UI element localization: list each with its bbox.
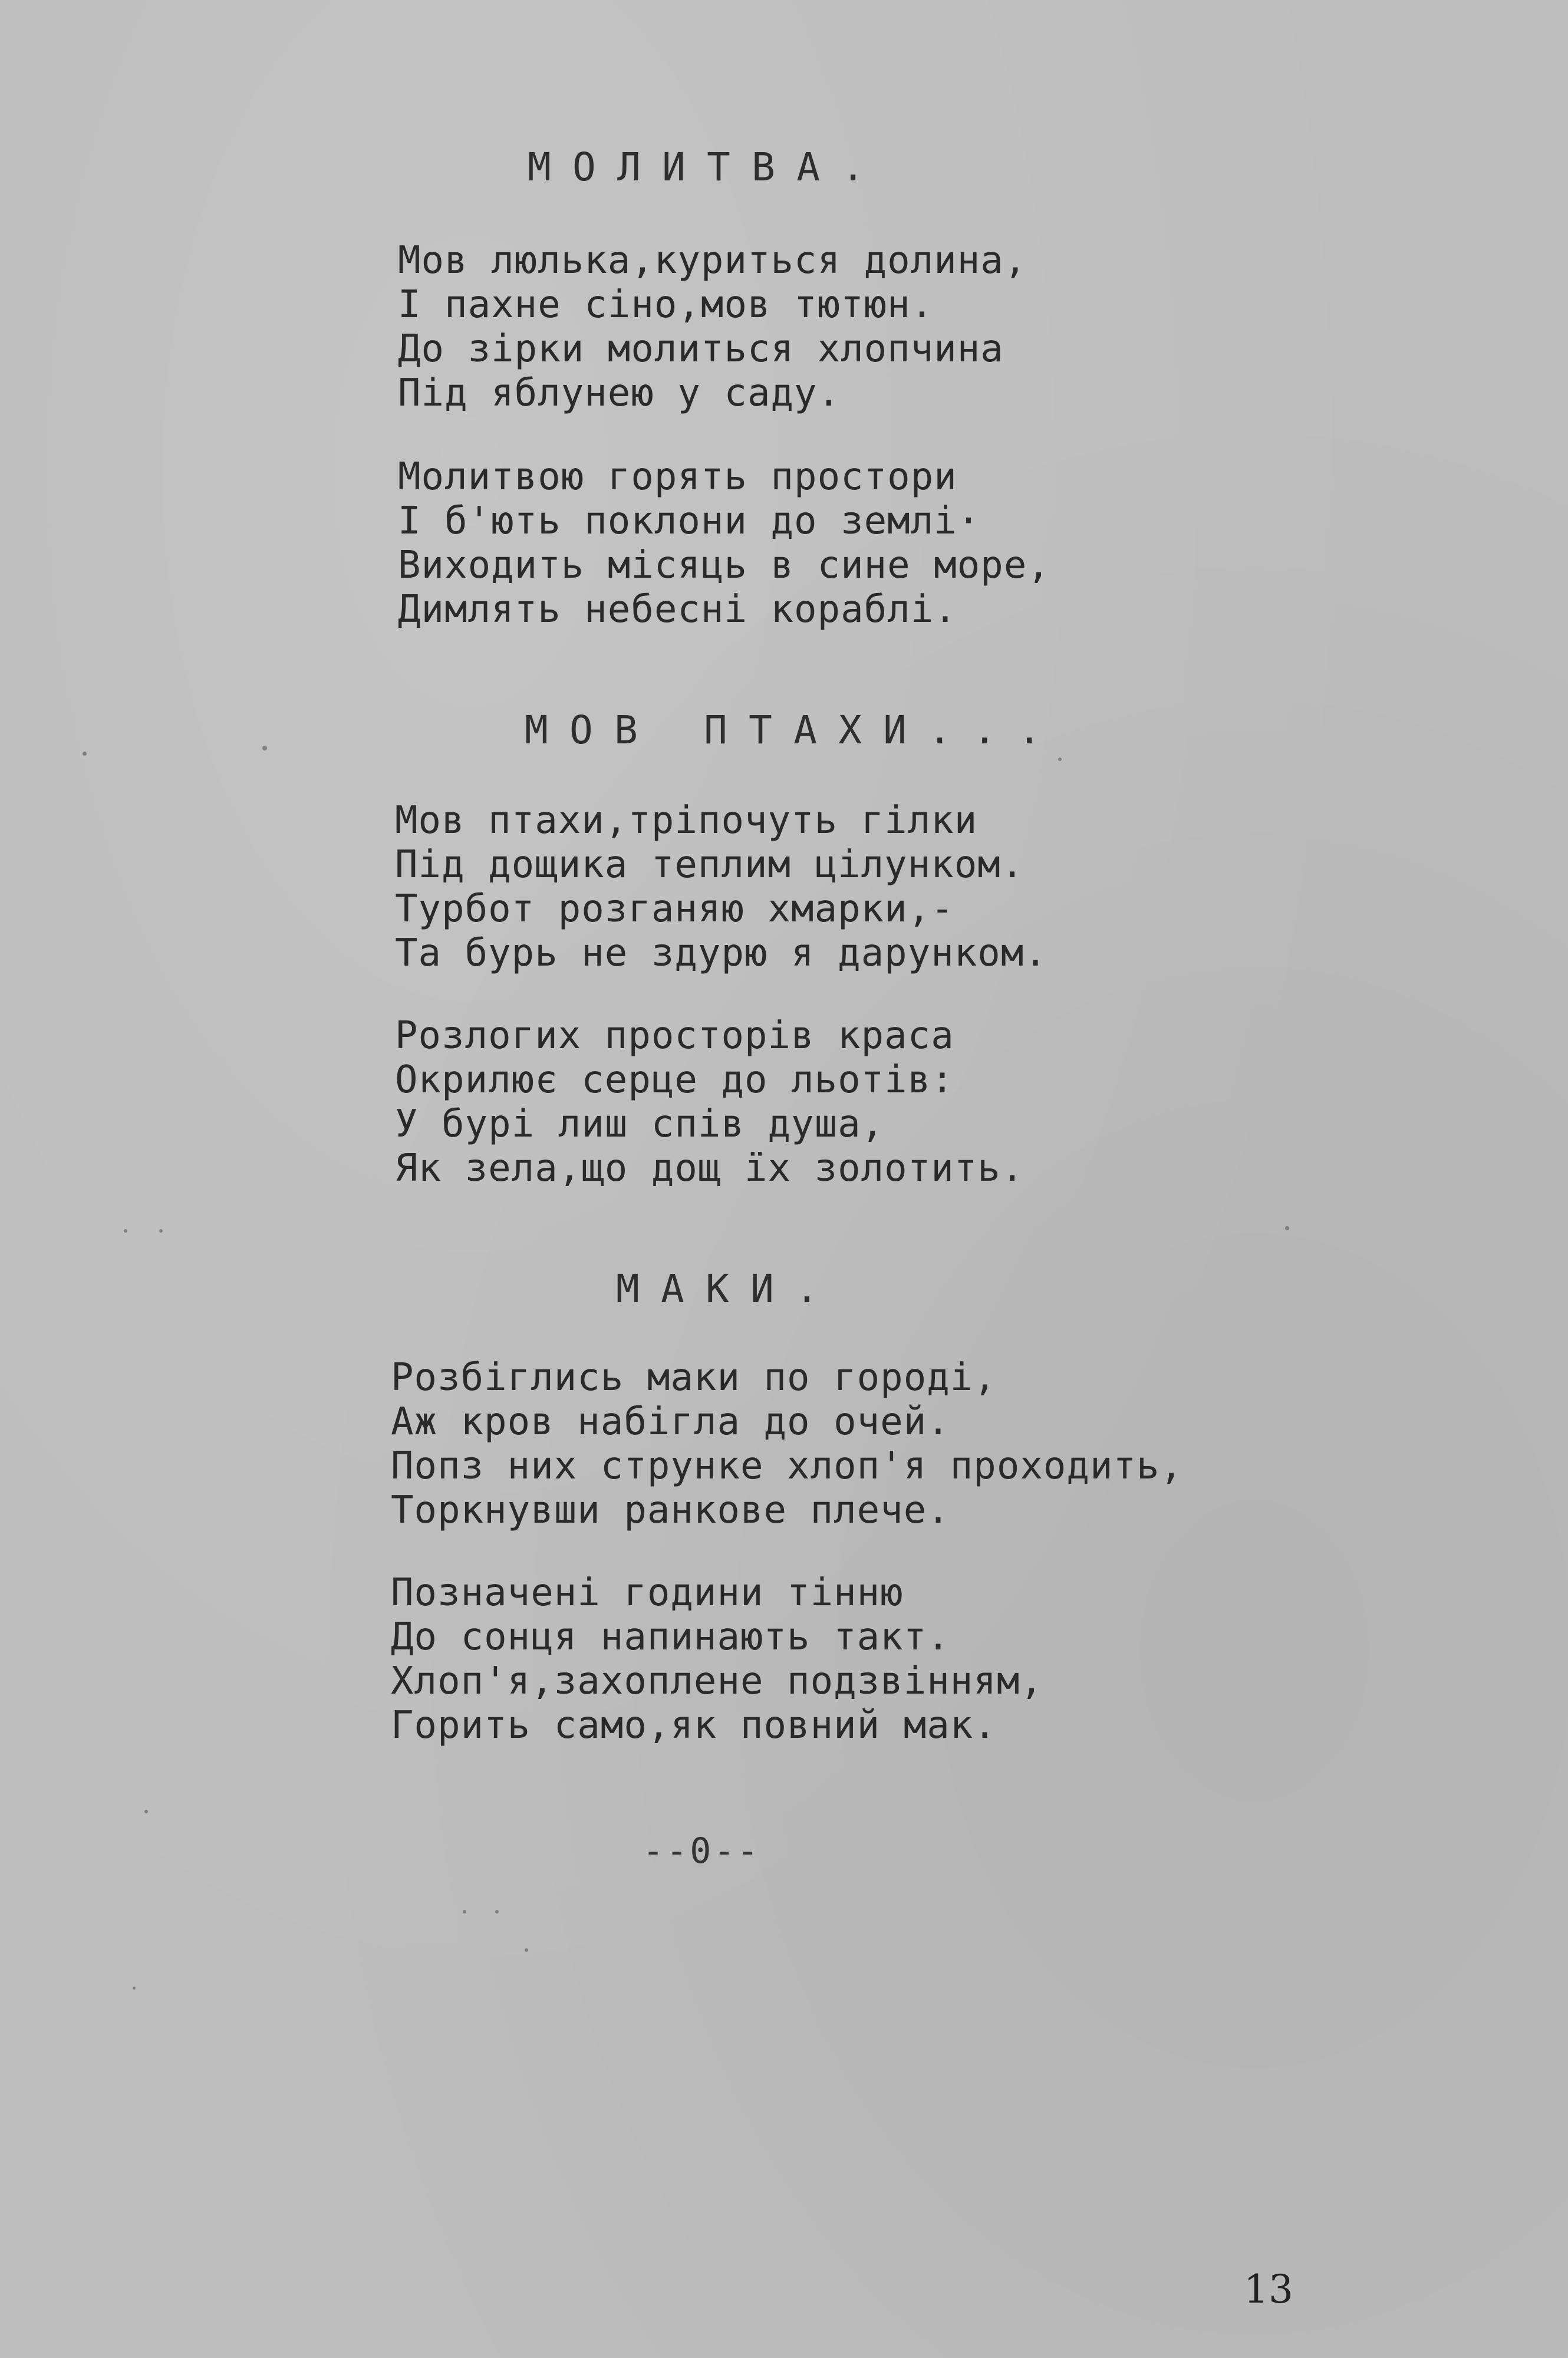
- verse-line: Турбот розганяю хмарки,-: [395, 887, 954, 931]
- poem-2-stanza-1: [395, 799, 1047, 976]
- page-number: 13: [1244, 2267, 1293, 2312]
- scan-speck: [463, 1910, 466, 1914]
- verse-line: Торкнувши ранкове плече.: [391, 1488, 950, 1532]
- poem-2-stanza-2: [395, 1014, 1024, 1191]
- verse-line: Під дощика теплим цілунком.: [395, 843, 1025, 887]
- poem-1-stanza-2: [398, 455, 1050, 632]
- verse-line: І б'ють поклони до землі·: [398, 499, 981, 543]
- verse-line: Окрилює серце до льотів:: [395, 1058, 954, 1102]
- verse-line: Розлогих просторів краса: [395, 1014, 954, 1058]
- verse-line: До сонця напинають такт.: [391, 1615, 950, 1659]
- scan-speck: [262, 746, 267, 750]
- verse-line: У бурі лиш спів душа,: [395, 1102, 885, 1146]
- verse-line: Та бурь не здурю я дарунком.: [395, 931, 1047, 975]
- poem-3-stanza-2: [391, 1571, 1043, 1748]
- verse-line: Димлять небесні кораблі.: [398, 588, 957, 631]
- verse-line: Мов люлька,куриться долина,: [398, 239, 1027, 282]
- verse-line: Під яблунею у саду.: [398, 371, 841, 415]
- poem-title-maky: МАКИ.: [616, 1266, 841, 1312]
- verse-line: Аж кров набігла до очей.: [391, 1400, 950, 1444]
- verse-line: До зірки молиться хлопчина: [398, 327, 1004, 371]
- scan-speck: [1285, 1226, 1289, 1230]
- verse-line: Хлоп'я,захоплене подзвінням,: [391, 1659, 1043, 1703]
- verse-line: Виходить місяць в сине море,: [398, 544, 1050, 587]
- scan-speck: [133, 1987, 136, 1990]
- verse-line: Розбіглись маки по городі,: [391, 1356, 997, 1399]
- poem-3-stanza-1: [391, 1356, 1183, 1533]
- scan-speck: [83, 752, 87, 756]
- scan-speck: [495, 1910, 499, 1914]
- verse-line: І пахне сіно,мов тютюн.: [398, 283, 934, 327]
- scan-speck: [525, 1948, 528, 1952]
- scan-speck: [1058, 758, 1062, 761]
- verse-line: Горить само,як повний мак.: [391, 1704, 997, 1747]
- scan-speck: [159, 1229, 163, 1233]
- verse-line: Молитвою горять простори: [398, 455, 957, 499]
- verse-line: Як зела,що дощ їх золотить.: [395, 1147, 1025, 1190]
- verse-line: Попз них струнке хлоп'я проходить,: [391, 1444, 1184, 1488]
- poem-title-molytva: МОЛИТВА.: [528, 144, 887, 190]
- verse-line: Мов птахи,тріпочуть гілки: [395, 799, 978, 842]
- poem-title-mov-ptakhy: МОВ ПТАХИ...: [525, 707, 1063, 753]
- verse-line: Позначені години тінню: [391, 1571, 904, 1615]
- scan-speck: [144, 1810, 148, 1813]
- poem-1-stanza-1: [398, 239, 1027, 416]
- section-divider: --0--: [643, 1830, 761, 1872]
- scan-speck: [124, 1229, 127, 1233]
